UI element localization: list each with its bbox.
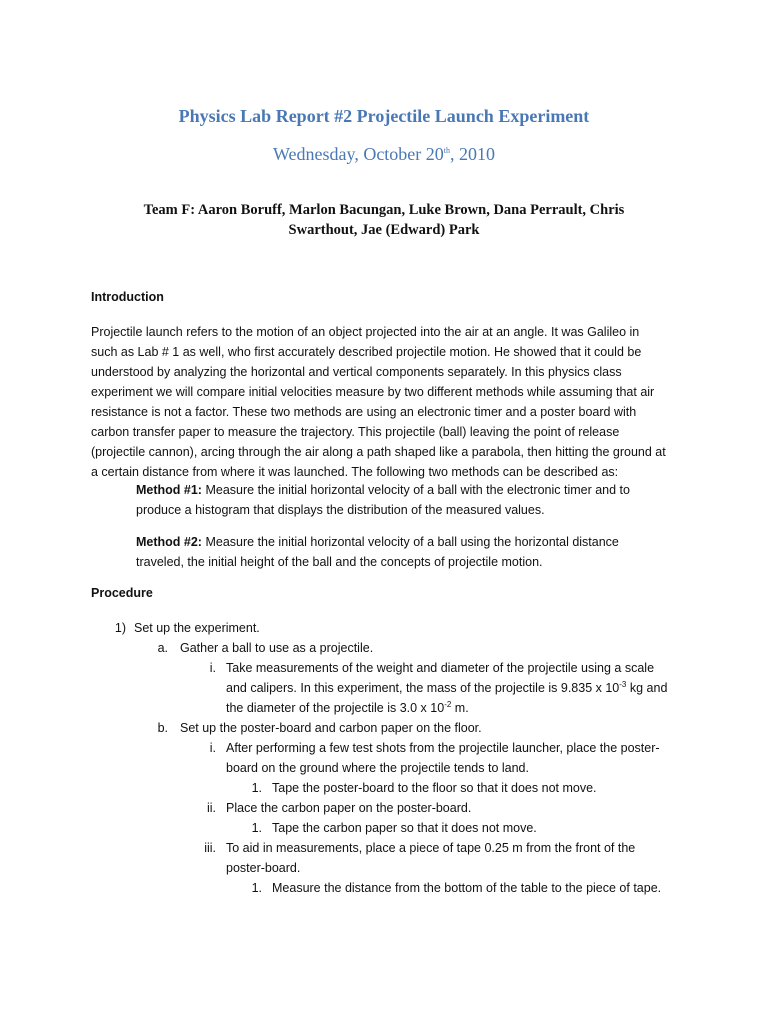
intro-line: Projectile launch refers to the motion of an object projected into the air at an angle. It was Galileo in [91,325,640,339]
method-2-line [136,532,619,552]
intro-line: a certain distance from where it was launched. The following two methods can be described as: [91,465,619,479]
intro-line: (projectile cannon), arcing through the air along a path shaped like a parabola, then hitting the ground at [91,445,666,459]
date-year: , 2010 [450,144,496,164]
method-1-line [136,480,630,500]
date-suffix: th [443,146,451,155]
list-item: Tape the poster-board to the floor so that it does not move. [272,781,597,795]
list-item-text: the diameter of the projectile is 3.0 x 10 [226,701,445,715]
list-item-continued: poster-board. [226,861,301,875]
method-1-line: produce a histogram that displays the distribution of the measured values. [136,503,545,517]
method-2-text: Measure the initial horizontal velocity of a ball using the horizontal distance [201,535,619,549]
list-item: Tape the carbon paper so that it does not move. [272,821,537,835]
list-item: Place the carbon paper on the poster-board. [226,801,472,815]
method-2 [136,532,619,572]
list-marker: ii. [206,801,216,815]
list-item: After performing a few test shots from the projectile launcher, place the poster- [226,741,660,755]
introduction-paragraph [91,322,666,482]
list-item-text: and calipers. In this experiment, the mass of the projectile is 9.835 x 10 [226,681,620,695]
list-marker: 1) [114,621,126,635]
list-marker: i. [209,661,216,675]
intro-line: understood by analyzing the horizontal and vertical components separately. In this physics class [91,365,622,379]
list-item-continued [226,678,667,698]
procedure-heading: Procedure [91,586,153,600]
list-item: To aid in measurements, place a piece of tape 0.25 m from the front of the [226,841,636,855]
list-marker: iii. [204,841,216,855]
list-marker: b. [157,721,168,735]
list-item: Set up the experiment. [134,621,260,635]
introduction-heading: Introduction [91,290,164,304]
exponent: -3 [619,679,627,689]
report-date [0,144,768,165]
intro-line: resistance is not a factor. These two methods are using an electronic timer and a poster board with [91,405,637,419]
list-marker: 1. [251,821,262,835]
intro-line: carbon transfer paper to measure the trajectory. This projectile (ball) leaving the point of release [91,425,620,439]
method-1-label: Method #1: [136,483,202,497]
method-1 [136,480,630,520]
method-2-line: traveled, the initial height of the ball and the concepts of projectile motion. [136,555,543,569]
intro-line: experiment we will compare initial velocities measure by two different methods while assuming that air [91,385,655,399]
list-item-continued: board on the ground where the projectile tends to land. [226,761,529,775]
method-2-label: Method #2: [136,535,202,549]
list-item-tail: kg and [626,681,668,695]
method-1-text: Measure the initial horizontal velocity of a ball with the electronic timer and to [201,483,630,497]
list-marker: i. [209,741,216,755]
list-item-tail: m. [451,701,469,715]
list-marker: 1. [251,881,262,895]
list-item: Take measurements of the weight and diameter of the projectile using a scale [226,661,655,675]
team-line-2: Swarthout, Jae (Edward) Park [288,222,480,238]
list-item-continued [226,698,469,718]
list-item: Measure the distance from the bottom of the table to the piece of tape. [272,881,662,895]
report-title: Physics Lab Report #2 Projectile Launch Experiment [178,106,590,126]
exponent: -2 [444,699,452,709]
date-main: Wednesday, October 20 [272,144,444,164]
team-line-1: Team F: Aaron Boruff, Marlon Bacungan, Luke Brown, Dana Perrault, Chris [143,202,625,218]
list-item: Set up the poster-board and carbon paper on the floor. [180,721,482,735]
list-item: Gather a ball to use as a projectile. [180,641,374,655]
list-marker: a. [157,641,168,655]
list-marker: 1. [251,781,262,795]
intro-line: such as Lab # 1 as well, who first accurately described projectile motion. He showed that it could be [91,345,642,359]
